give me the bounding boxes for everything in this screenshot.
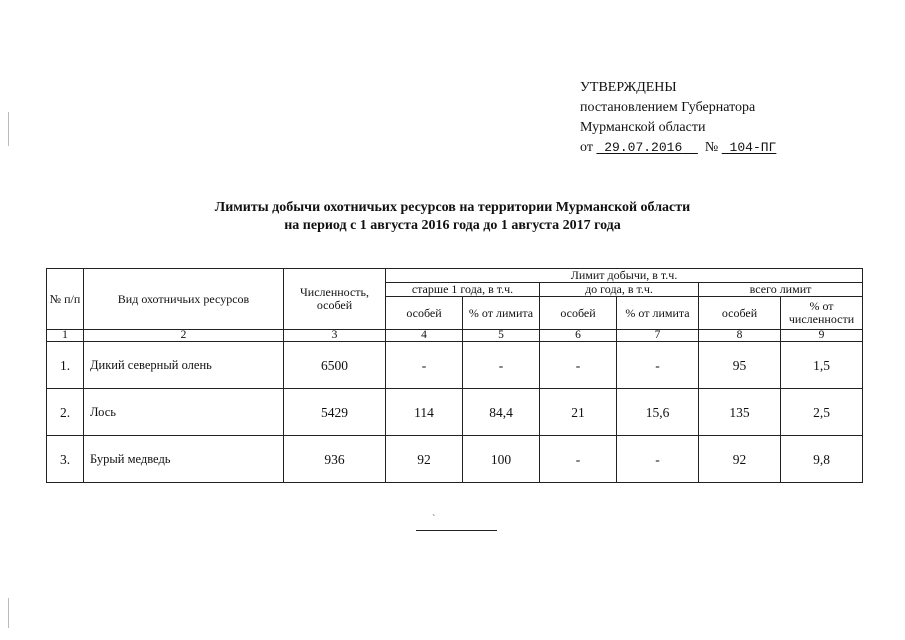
species-name: Бурый медведь (84, 436, 284, 483)
approval-heading: УТВЕРЖДЕНЫ (580, 80, 677, 95)
total-pct-value: 2,5 (781, 389, 863, 436)
header-limit-group: Лимит добычи, в т.ч. (386, 269, 863, 283)
approval-date: 29.07.2016 (604, 140, 683, 155)
young-pct-value: 15,6 (617, 389, 699, 436)
header-young-count: особей (540, 297, 617, 330)
population-value: 6500 (284, 342, 386, 389)
older-pct-value: 84,4 (463, 389, 540, 436)
header-older-pct: % от лимита (463, 297, 540, 330)
column-number: 8 (699, 330, 781, 342)
scan-margin-mark (8, 112, 9, 146)
young-pct-value: - (617, 436, 699, 483)
scan-margin-mark (8, 598, 9, 628)
total-pct-value: 1,5 (781, 342, 863, 389)
species-name: Дикий северный олень (84, 342, 284, 389)
row-number: 2. (47, 389, 84, 436)
table-row (47, 436, 863, 483)
column-number: 9 (781, 330, 863, 342)
older-count-value: - (386, 342, 463, 389)
population-value: 5429 (284, 389, 386, 436)
header-total: всего лимит (699, 283, 863, 297)
header-total-count: особей (699, 297, 781, 330)
older-pct-value: - (463, 342, 540, 389)
column-number: 5 (463, 330, 540, 342)
header-older-count: особей (386, 297, 463, 330)
scan-artifact-mark: ˋ (432, 514, 436, 525)
header-older: старше 1 года, в т.ч. (386, 283, 540, 297)
older-pct-value: 100 (463, 436, 540, 483)
end-of-document-rule (416, 530, 497, 531)
column-number: 2 (84, 330, 284, 342)
young-pct-value: - (617, 342, 699, 389)
header-total-pct: % от численности (781, 297, 863, 330)
approval-number: 104-ПГ (729, 140, 777, 155)
total-count-value: 95 (699, 342, 781, 389)
table-row (47, 389, 863, 436)
young-count-value: - (540, 436, 617, 483)
document-title (0, 199, 905, 235)
older-count-value: 114 (386, 389, 463, 436)
approval-stamp (580, 78, 776, 158)
species-name: Лось (84, 389, 284, 436)
total-count-value: 135 (699, 389, 781, 436)
column-number: 3 (284, 330, 386, 342)
header-young-pct: % от лимита (617, 297, 699, 330)
column-number: 1 (47, 330, 84, 342)
header-young: до года, в т.ч. (540, 283, 699, 297)
title-line-2: на период с 1 августа 2016 года до 1 августа 2017 года (284, 218, 621, 233)
column-number: 6 (540, 330, 617, 342)
row-number: 1. (47, 342, 84, 389)
approval-line-decree: постановлением Губернатора (580, 100, 756, 115)
young-count-value: - (540, 342, 617, 389)
header-species: Вид охотничьих ресурсов (84, 269, 284, 330)
header-num: № п/п (47, 269, 84, 330)
approval-line-region: Мурманской области (580, 120, 706, 135)
table-row (47, 342, 863, 389)
column-number: 7 (617, 330, 699, 342)
total-count-value: 92 (699, 436, 781, 483)
approval-number-label: № (704, 140, 719, 155)
population-value: 936 (284, 436, 386, 483)
approval-from-label: от (580, 140, 593, 155)
column-number: 4 (386, 330, 463, 342)
column-number-row (47, 330, 863, 342)
row-number: 3. (47, 436, 84, 483)
young-count-value: 21 (540, 389, 617, 436)
approval-date-line (580, 138, 776, 158)
older-count-value: 92 (386, 436, 463, 483)
header-population: Численность, особей (284, 269, 386, 330)
total-pct-value: 9,8 (781, 436, 863, 483)
title-line-1: Лимиты добычи охотничьих ресурсов на территории Мурманской области (214, 200, 691, 215)
hunting-limits-table (46, 268, 863, 483)
